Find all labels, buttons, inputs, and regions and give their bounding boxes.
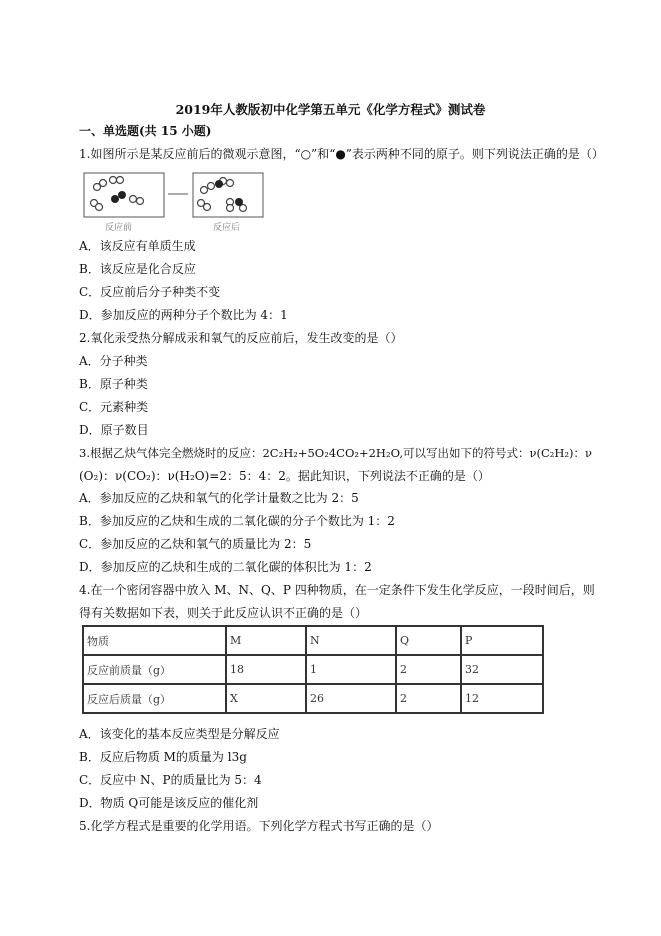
- q4-option-d: D．物质 Q可能是该反应的催化剂: [79, 796, 259, 810]
- question-2: 2.氧化汞受热分解成汞和氧气的反应前后，发生改变的是（）: [79, 331, 403, 345]
- question-1: 1.如图所示是某反应前后的微观示意图，“○”和“●”表示两种不同的原子。则下列说法正确的是（）: [79, 147, 604, 161]
- table-cell: N: [306, 626, 396, 655]
- q1-option-a: A．该反应有单质生成: [79, 239, 196, 253]
- table-row: [83, 626, 543, 655]
- q3-option-c: C．参加反应的乙炔和氧气的质量比为 2：5: [79, 537, 312, 551]
- table-cell: 1: [306, 655, 396, 684]
- table-cell: 32: [461, 655, 543, 684]
- question-4-cont: 得有关数据如下表，则关于此反应认识不正确的是（）: [79, 606, 368, 620]
- reaction-diagram: [83, 172, 283, 232]
- table-cell: P: [461, 626, 543, 655]
- table-row: [83, 655, 543, 684]
- q2-option-c: C．元素种类: [79, 400, 149, 414]
- mass-data-table: [82, 625, 544, 714]
- before-label: 反应前: [105, 223, 133, 232]
- q2-option-b: B．原子种类: [79, 377, 148, 391]
- q3-option-b: B．参加反应的乙炔和生成的二氧化碳的分子个数比为 1：2: [79, 514, 395, 528]
- q1-option-d: D．参加反应的两种分子个数比为 4：1: [79, 308, 288, 322]
- question-3-cont: (O₂)：ν(CO₂)：ν(H₂O)=2：5：4：2。据此知识，下列说法不正确的是（）: [79, 469, 490, 483]
- table-cell: 2: [396, 684, 461, 713]
- question-3: 3.根据乙炔气体完全燃烧时的反应：2C₂H₂+5O₂4CO₂+2H₂O,可以写出如下的符号式：ν(C₂H₂)：ν: [79, 446, 592, 460]
- q4-option-b: B．反应后物质 M的质量为 l3g: [79, 750, 247, 764]
- table-cell: M: [226, 626, 306, 655]
- q3-option-d: D．参加反应的乙炔和生成的二氧化碳的体积比为 1：2: [79, 560, 372, 574]
- q3-option-a: A．参加反应的乙炔和氧气的化学计量数之比为 2：5: [79, 491, 359, 505]
- table-cell: 26: [306, 684, 396, 713]
- table-cell: 18: [226, 655, 306, 684]
- q4-option-c: C．反应中 N、P的质量比为 5：4: [79, 773, 262, 787]
- q4-option-a: A．该变化的基本反应类型是分解反应: [79, 727, 280, 741]
- page-title: 2019年人教版初中化学第五单元《化学方程式》测试卷: [175, 102, 486, 117]
- q2-option-d: D．原子数目: [79, 423, 149, 437]
- question-5: 5.化学方程式是重要的化学用语。下列化学方程式书写正确的是（）: [79, 819, 439, 833]
- table-cell: X: [226, 684, 306, 713]
- q1-option-c: C．反应前后分子种类不变: [79, 285, 221, 299]
- after-label: 反应后: [213, 223, 241, 232]
- q1-option-b: B．该反应是化合反应: [79, 262, 196, 276]
- table-cell: 物质: [83, 626, 226, 655]
- question-4: 4.在一个密闭容器中放入 M、N、Q、P 四种物质，在一定条件下发生化学反应，一段时间后，则: [79, 583, 595, 597]
- table-cell: 反应前质量（g）: [83, 655, 226, 684]
- q2-option-a: A．分子种类: [79, 354, 148, 368]
- table-row: [83, 684, 543, 713]
- table-cell: 反应后质量（g）: [83, 684, 226, 713]
- table-cell: 12: [461, 684, 543, 713]
- table-cell: 2: [396, 655, 461, 684]
- section-heading: 一、单选题(共 15 小题): [79, 124, 212, 138]
- table-cell: Q: [396, 626, 461, 655]
